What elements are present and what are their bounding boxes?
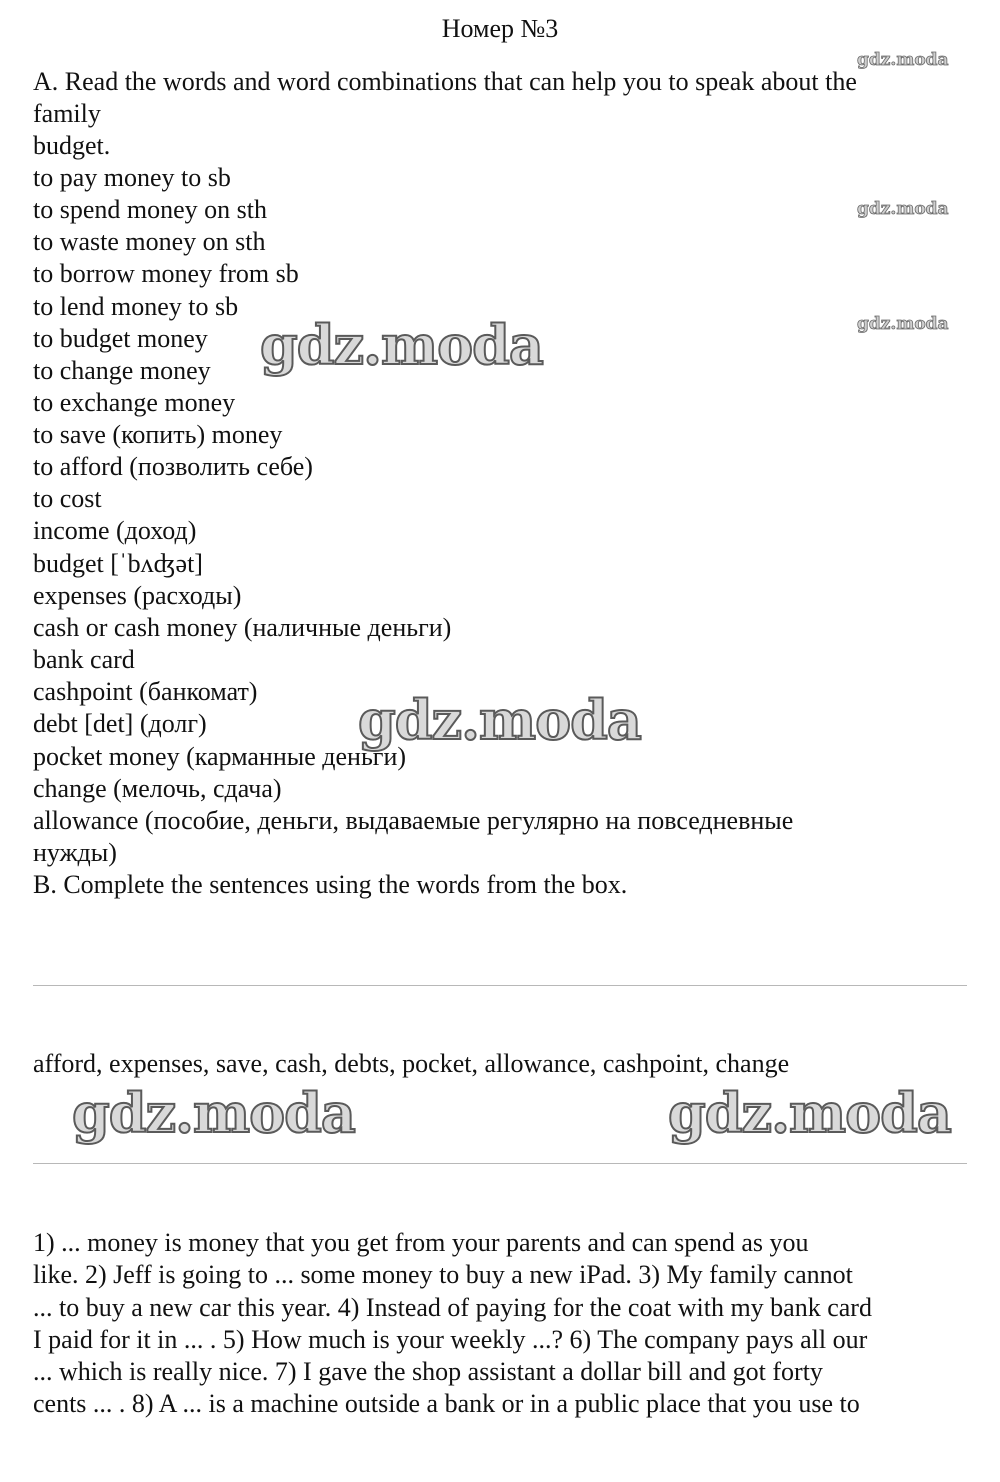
watermark-large: gdz.moda	[260, 313, 543, 377]
vocab-item: to change money	[33, 356, 211, 385]
vocab-item: to pay money to sb	[33, 163, 231, 192]
vocab-item: pocket money (карманные деньги)	[33, 742, 407, 771]
watermark-large: gdz.moda	[358, 688, 641, 752]
vocab-item: to borrow money from sb	[33, 259, 299, 288]
vocab-item: to cost	[33, 484, 102, 513]
vocab-item: allowance (пособие, деньги, выдаваемые регулярно на повседневные	[33, 806, 794, 835]
text-line: нужды)	[33, 838, 117, 867]
exercise-text	[33, 1227, 973, 1421]
vocab-item: to lend money to sb	[33, 292, 239, 321]
watermark-small: gdz.moda	[857, 314, 949, 334]
vocab-item: to spend money on sth	[33, 195, 267, 224]
watermark-large: gdz.moda	[668, 1081, 951, 1145]
exercise-line: I paid for it in ... . 5) How much is your weekly ...? 6) The company pays all our	[33, 1324, 868, 1354]
section-b-heading: B. Complete the sentences using the words from the box.	[33, 870, 628, 899]
exercise-line: ... to buy a new car this year. 4) Instead of paying for the coat with my bank card	[33, 1292, 872, 1322]
vocab-item: budget [ˈbʌʤət]	[33, 549, 203, 578]
exercise-line: 1) ... money is money that you get from your parents and can spend as you	[33, 1228, 809, 1257]
vocab-item: to afford (позволить себе)	[33, 452, 313, 481]
vocab-item: to exchange money	[33, 388, 236, 417]
vocab-item: bank card	[33, 645, 135, 674]
watermark-small: gdz.moda	[857, 50, 949, 70]
vocab-item: income (доход)	[33, 516, 197, 545]
exercise-line: cents ... . 8) A ... is a machine outside a bank or in a public place that you use to	[33, 1389, 860, 1419]
vocab-item: to save (копить) money	[33, 420, 283, 449]
divider	[33, 985, 967, 986]
vocab-item: debt [det] (долг)	[33, 709, 207, 738]
vocab-item: change (мелочь, сдача)	[33, 774, 282, 803]
word-box: afford, expenses, save, cash, debts, pocket, allowance, cashpoint, change	[33, 1049, 790, 1078]
watermark-small: gdz.moda	[857, 199, 949, 219]
divider	[33, 1163, 967, 1164]
watermark-large: gdz.moda	[72, 1081, 355, 1145]
page-title: Номер №3	[441, 14, 559, 43]
vocab-item: to waste money on sth	[33, 227, 266, 256]
vocab-item: cashpoint (банкомат)	[33, 677, 258, 706]
vocab-item: cash or cash money (наличные деньги)	[33, 613, 452, 642]
exercise-line: like. 2) Jeff is going to ... some money to buy a new iPad. 3) My family cannot	[33, 1260, 853, 1290]
vocab-item: to budget money	[33, 324, 208, 353]
text-line: family	[33, 99, 101, 128]
exercise-line: ... which is really nice. 7) I gave the shop assistant a dollar bill and got forty	[33, 1357, 823, 1387]
text-line: budget.	[33, 131, 111, 160]
section-a-heading: A. Read the words and word combinations that can help you to speak about the	[33, 67, 857, 96]
vocab-item: expenses (расходы)	[33, 581, 242, 610]
